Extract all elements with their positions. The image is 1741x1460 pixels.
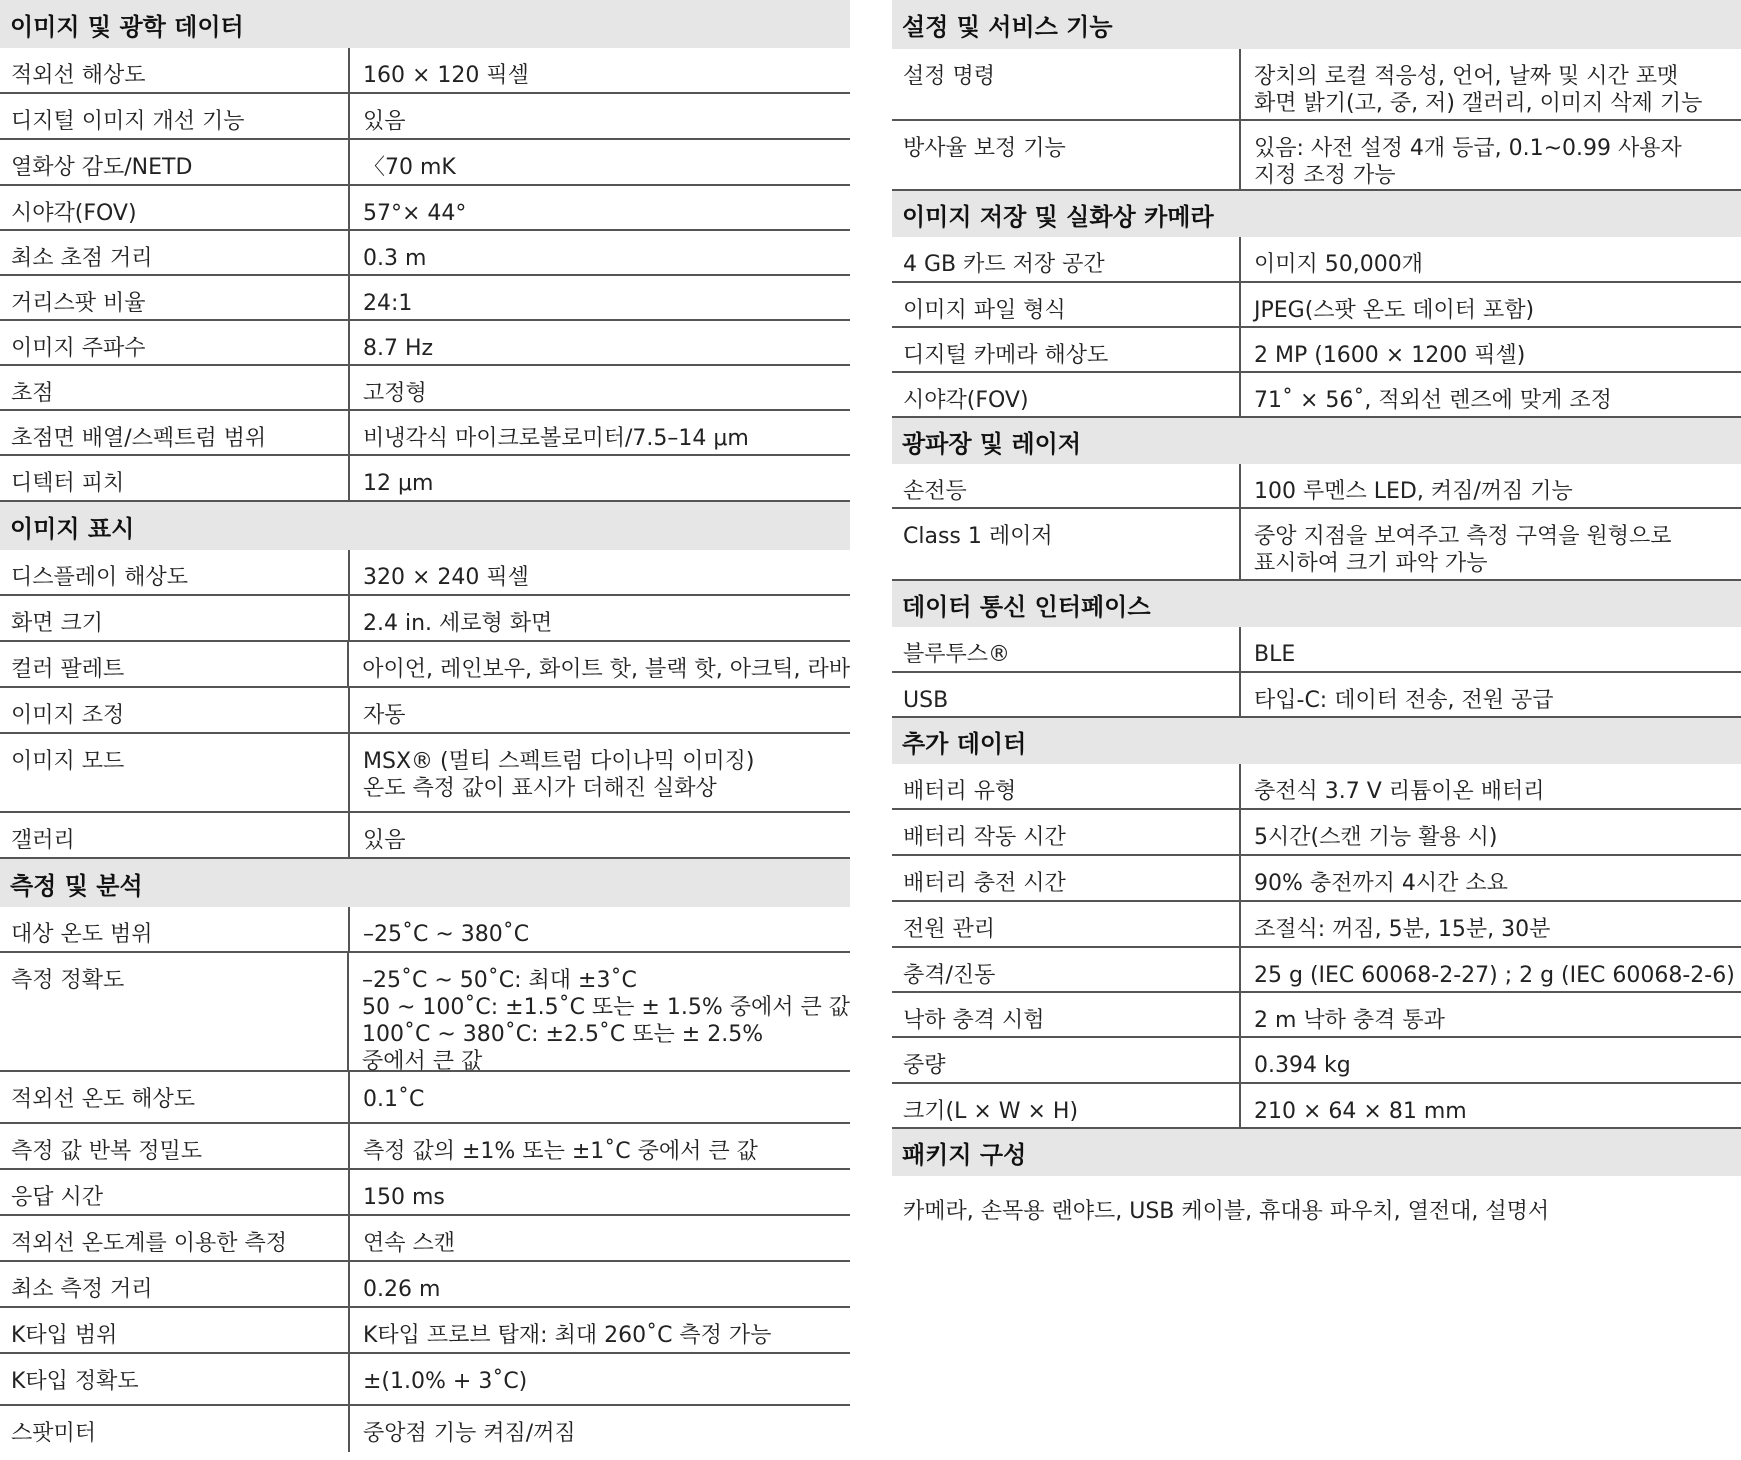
spec-value-line: 2.4 in. 세로형 화면: [363, 611, 553, 636]
spec-value: [350, 907, 850, 951]
spec-value-line: ±(1.0% + 3˚C): [363, 1369, 528, 1394]
spec-value-line: 90% 충전까지 4시간 소요: [1254, 871, 1508, 896]
spec-label: USB: [892, 673, 1241, 716]
spec-label: 방사율 보정 기능: [892, 121, 1241, 189]
spec-label: 디텍터 피치: [0, 456, 350, 500]
spec-label: 시야각(FOV): [892, 373, 1241, 416]
spec-label: 이미지 주파수: [0, 321, 350, 364]
package-contents: 카메라, 손목용 랜야드, USB 케이블, 휴대용 파우치, 열전대, 설명서: [903, 1199, 1550, 1224]
spec-value: [350, 366, 850, 409]
spec-value: [350, 411, 850, 454]
spec-label: 이미지 조정: [0, 688, 350, 732]
spec-value: [350, 321, 850, 364]
spec-value-line: 0.3 m: [363, 246, 427, 271]
spec-value-line: 50 ~ 100˚C: ±1.5˚C 또는 ± 1.5% 중에서 큰 값: [361, 995, 850, 1020]
spec-value-line: 24:1: [363, 291, 413, 316]
spec-value: [1241, 1084, 1741, 1127]
spec-value-line: 장치의 로컬 적응성, 언어, 날짜 및 시간 포맷: [1254, 64, 1679, 89]
spec-label: 적외선 해상도: [0, 48, 350, 92]
spec-row: [0, 734, 850, 813]
spec-row: [0, 366, 850, 411]
spec-row: [892, 627, 1741, 673]
spec-label: 크기(L × W × H): [892, 1084, 1241, 1127]
spec-row: [0, 1308, 850, 1354]
spec-value: [350, 596, 850, 640]
spec-row: [0, 94, 850, 140]
spec-row: [0, 276, 850, 321]
spec-value: [350, 231, 850, 274]
spec-value: [1241, 373, 1741, 416]
spec-row: [892, 902, 1741, 948]
spec-label: Class 1 레이저: [892, 509, 1241, 579]
spec-row: [892, 328, 1741, 373]
spec-value-line: 5시간(스캔 기능 활용 시): [1254, 825, 1498, 850]
spec-value-line: 있음: 사전 설정 4개 등급, 0.1~0.99 사용자: [1254, 136, 1682, 161]
spec-row: [0, 1262, 850, 1308]
spec-value: [350, 1216, 850, 1260]
spec-row: [0, 953, 850, 1072]
spec-value: [1241, 856, 1741, 900]
spec-value-line: 8.7 Hz: [363, 336, 434, 361]
section-title: 패키지 구성: [892, 1129, 1741, 1176]
spec-label: K타입 범위: [0, 1308, 350, 1352]
spec-label: 측정 값 반복 정밀도: [0, 1124, 350, 1168]
spec-value-line: 고정형: [363, 381, 427, 406]
spec-value-line: 있음: [363, 109, 406, 134]
spec-row: [0, 231, 850, 276]
spec-value: [1241, 1038, 1741, 1082]
spec-label: 화면 크기: [0, 596, 350, 640]
spec-value: [350, 276, 850, 319]
spec-value-line: 타입-C: 데이터 전송, 전원 공급: [1254, 688, 1554, 713]
section-title: 데이터 통신 인터페이스: [892, 581, 1741, 627]
spec-value: [1241, 283, 1741, 326]
spec-value-line: 표시하여 크기 파악 가능: [1254, 551, 1488, 576]
spec-row: [0, 596, 850, 642]
section-title: 이미지 및 광학 데이터: [0, 0, 850, 48]
spec-row: [0, 48, 850, 94]
spec-label: 측정 정확도: [0, 953, 349, 1070]
spec-value-line: 0.26 m: [363, 1277, 441, 1302]
spec-row: [892, 673, 1741, 718]
spec-value: [350, 688, 850, 732]
spec-value: [1241, 464, 1741, 507]
spec-value: [350, 550, 850, 594]
spec-value: [350, 1406, 850, 1452]
spec-value-line: 아이언, 레인보우, 화이트 핫, 블랙 핫, 아크틱, 라바: [362, 657, 850, 682]
spec-value: [1241, 121, 1741, 189]
spec-value-line: BLE: [1254, 642, 1296, 667]
spec-value-line: 2 MP (1600 × 1200 픽셀): [1254, 343, 1526, 368]
spec-value-line: 지정 조정 가능: [1254, 163, 1396, 188]
spec-label: 응답 시간: [0, 1170, 350, 1214]
spec-value-line: 연속 스캔: [363, 1231, 456, 1256]
spec-row: [892, 237, 1741, 283]
spec-value-line: 중에서 큰 값: [361, 1049, 483, 1074]
spec-label: 디스플레이 해상도: [0, 550, 350, 594]
spec-label: 열화상 감도/NETD: [0, 140, 350, 184]
spec-label: 설정 명령: [892, 49, 1241, 119]
spec-value-line: 중앙점 기능 켜짐/꺼짐: [363, 1421, 576, 1446]
spec-label: 충격/진동: [892, 948, 1241, 991]
spec-label: 초점: [0, 366, 350, 409]
spec-label: 적외선 온도계를 이용한 측정: [0, 1216, 350, 1260]
spec-label: 이미지 파일 형식: [892, 283, 1241, 326]
spec-value: [350, 140, 850, 184]
spec-label: 대상 온도 범위: [0, 907, 350, 951]
spec-label: 갤러리: [0, 813, 350, 857]
spec-label: 최소 측정 거리: [0, 1262, 350, 1306]
spec-label: K타입 정확도: [0, 1354, 350, 1404]
spec-value-line: JPEG(스팟 온도 데이터 포함): [1254, 298, 1535, 323]
spec-value-line: K타입 프로브 탑재: 최대 260˚C 측정 가능: [363, 1323, 772, 1348]
spec-value: [1241, 627, 1741, 671]
spec-value-line: 12 μm: [363, 471, 434, 496]
spec-value: [350, 734, 850, 811]
spec-value: [1241, 993, 1741, 1036]
spec-value-line: 100 루멘스 LED, 켜짐/꺼짐 기능: [1254, 479, 1573, 504]
spec-value-line: 측정 값의 ±1% 또는 ±1˚C 중에서 큰 값: [363, 1139, 758, 1164]
spec-label: 4 GB 카드 저장 공간: [892, 237, 1241, 281]
spec-value-line: 이미지 50,000개: [1254, 252, 1423, 277]
spec-value: [350, 186, 850, 229]
spec-label: 최소 초점 거리: [0, 231, 350, 274]
section-title: 이미지 표시: [0, 502, 850, 550]
spec-value-line: 57°× 44°: [363, 201, 467, 226]
spec-label: 적외선 온도 해상도: [0, 1072, 350, 1122]
spec-row: [892, 121, 1741, 191]
spec-value-line: 71˚ × 56˚, 적외선 렌즈에 맞게 조정: [1254, 388, 1612, 413]
spec-value: [350, 456, 850, 500]
spec-value-line: 자동: [363, 703, 406, 728]
spec-value-line: 있음: [363, 828, 406, 853]
spec-value: [350, 1354, 850, 1404]
spec-value-line: 충전식 3.7 V 리튬이온 배터리: [1254, 779, 1545, 804]
spec-value: [349, 642, 850, 686]
spec-value-line: 0.1˚C: [363, 1087, 425, 1112]
spec-value-line: 25 g (IEC 60068-2-27) ; 2 g (IEC 60068-2-6): [1254, 963, 1735, 988]
spec-row: [892, 764, 1741, 810]
spec-label: 블루투스®: [892, 627, 1241, 671]
spec-value-line: 160 × 120 픽셀: [363, 63, 529, 88]
spec-row: [892, 1084, 1741, 1129]
spec-label: 중량: [892, 1038, 1241, 1082]
section-title: 설정 및 서비스 기능: [892, 0, 1741, 49]
spec-value: [350, 813, 850, 857]
section-title: 이미지 저장 및 실화상 카메라: [892, 191, 1741, 237]
right-column: [892, 0, 1741, 1264]
spec-label: 컬러 팔레트: [0, 642, 349, 686]
spec-value: [1241, 810, 1741, 854]
spec-label: 손전등: [892, 464, 1241, 507]
spec-value-line: 온도 측정 값이 표시가 더해진 실화상: [363, 776, 717, 801]
spec-value: [350, 1124, 850, 1168]
spec-value: [1241, 509, 1741, 579]
spec-value: [350, 48, 850, 92]
spec-value: [1241, 328, 1741, 371]
spec-value-line: 210 × 64 × 81 mm: [1254, 1099, 1467, 1124]
spec-value-line: 화면 밝기(고, 중, 저) 갤러리, 이미지 삭제 기능: [1254, 91, 1703, 116]
spec-value-line: MSX® (멀티 스펙트럼 다이나믹 이미징): [363, 749, 755, 774]
spec-value: [1241, 49, 1741, 119]
spec-label: 스팟미터: [0, 1406, 350, 1452]
spec-row: [0, 456, 850, 502]
spec-value-line: 2 m 낙하 충격 통과: [1254, 1008, 1445, 1033]
spec-value: [1241, 237, 1741, 281]
spec-value: [350, 1170, 850, 1214]
spec-row: [0, 907, 850, 953]
spec-row: [892, 373, 1741, 418]
spec-value: [350, 1072, 850, 1122]
spec-row: [0, 642, 850, 688]
spec-label: 낙하 충격 시험: [892, 993, 1241, 1036]
spec-value-line: 100˚C ~ 380˚C: ±2.5˚C 또는 ± 2.5%: [361, 1022, 764, 1047]
spec-value-line: 비냉각식 마이크로볼로미터/7.5–14 μm: [363, 426, 749, 451]
spec-label: 이미지 모드: [0, 734, 350, 811]
spec-value-line: 0.394 kg: [1254, 1053, 1351, 1078]
spec-label: 시야각(FOV): [0, 186, 350, 229]
spec-value: [350, 94, 850, 138]
spec-value-line: 320 × 240 픽셀: [363, 565, 529, 590]
spec-label: 배터리 유형: [892, 764, 1241, 808]
spec-row: [892, 283, 1741, 328]
spec-row: [0, 140, 850, 186]
spec-row: [0, 1072, 850, 1124]
spec-row: [0, 813, 850, 859]
spec-value: [1241, 673, 1741, 716]
spec-row: [892, 993, 1741, 1038]
spec-value: [1241, 948, 1741, 991]
spec-row: [0, 186, 850, 231]
spec-row: [0, 1406, 850, 1452]
spec-row: [892, 856, 1741, 902]
spec-row: [0, 1170, 850, 1216]
spec-label: 디지털 이미지 개선 기능: [0, 94, 350, 138]
spec-value: [349, 953, 850, 1074]
spec-value: [350, 1262, 850, 1306]
spec-row: [892, 49, 1741, 121]
section-title: 추가 데이터: [892, 718, 1741, 764]
spec-value-line: 〈70 mK: [363, 155, 456, 180]
spec-value-line: 조절식: 꺼짐, 5분, 15분, 30분: [1254, 917, 1551, 942]
spec-value-line: 150 ms: [363, 1185, 445, 1210]
spec-label: 배터리 작동 시간: [892, 810, 1241, 854]
spec-row: [0, 411, 850, 456]
spec-value: [1241, 764, 1741, 808]
spec-label: 거리스팟 비율: [0, 276, 350, 319]
spec-value-line: –25˚C ~ 380˚C: [363, 922, 530, 947]
spec-label: 디지털 카메라 해상도: [892, 328, 1241, 371]
spec-row: [892, 464, 1741, 509]
section-title: 측정 및 분석: [0, 859, 850, 907]
spec-label: 전원 관리: [892, 902, 1241, 946]
spec-row: [892, 1038, 1741, 1084]
spec-row: [892, 810, 1741, 856]
spec-row: [0, 688, 850, 734]
left-column: [0, 0, 850, 1452]
spec-label: 배터리 충전 시간: [892, 856, 1241, 900]
spec-value-line: 중앙 지점을 보여주고 측정 구역을 원형으로: [1254, 524, 1672, 549]
spec-value: [350, 1308, 850, 1352]
spec-row: [0, 321, 850, 366]
spec-row: [892, 509, 1741, 581]
spec-label: 초점면 배열/스펙트럼 범위: [0, 411, 350, 454]
spec-value: [1241, 902, 1741, 946]
spec-row: [0, 1354, 850, 1406]
spec-row: [892, 948, 1741, 993]
spec-value-line: –25˚C ~ 50˚C: 최대 ±3˚C: [361, 968, 637, 993]
spec-row: [0, 1124, 850, 1170]
spec-row: [0, 550, 850, 596]
spec-row: [0, 1216, 850, 1262]
section-title: 광파장 및 레이저: [892, 418, 1741, 464]
